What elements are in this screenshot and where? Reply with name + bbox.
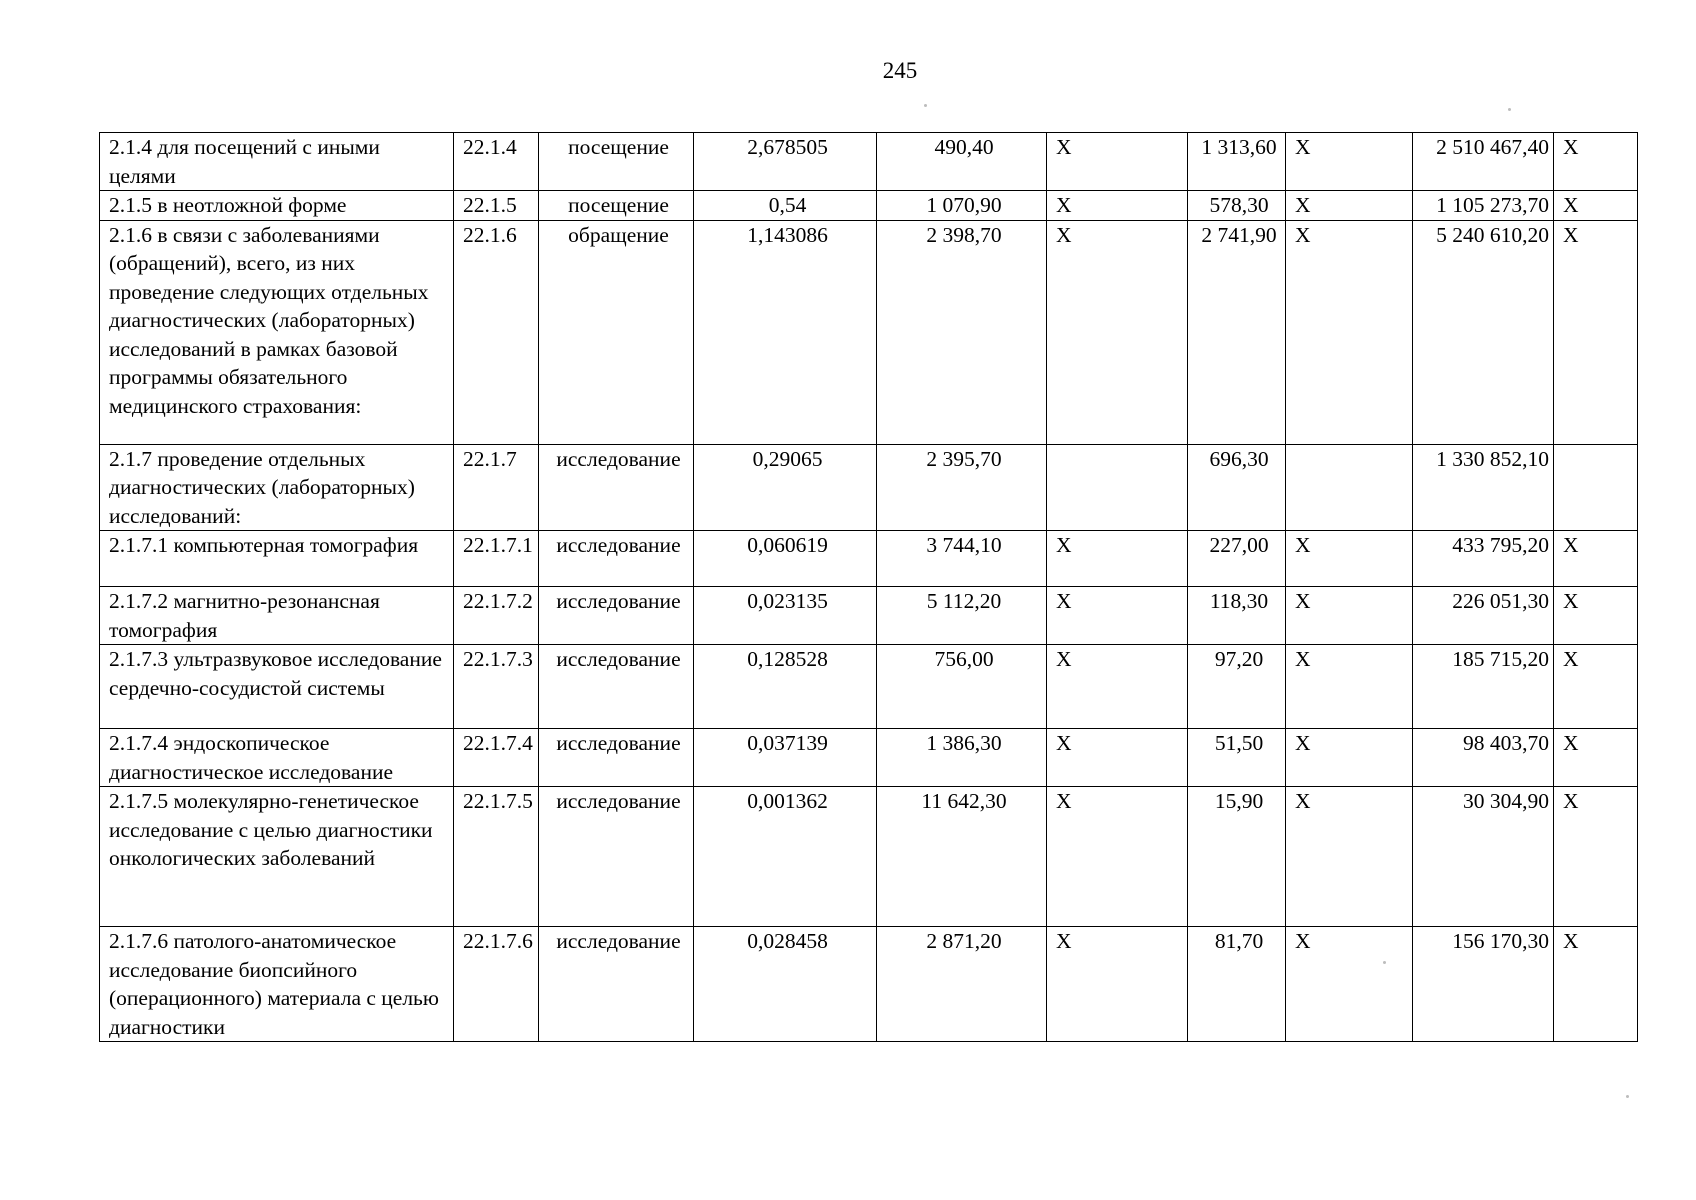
row-mark: X (1286, 587, 1413, 645)
scan-speck (1383, 961, 1386, 964)
row-cost: 3 744,10 (877, 531, 1047, 587)
row-unit: посещение (539, 133, 694, 191)
row-cost: 756,00 (877, 645, 1047, 729)
row-total: 2 510 467,40 (1413, 133, 1554, 191)
table-row (100, 645, 1638, 729)
row-norm: 0,128528 (694, 645, 877, 729)
row-mark: X (1047, 787, 1188, 927)
row-code: 22.1.7.1 (454, 531, 539, 587)
row-total: 5 240 610,20 (1413, 220, 1554, 444)
row-mark: X (1286, 645, 1413, 729)
row-unit: исследование (539, 531, 694, 587)
row-cost: 2 395,70 (877, 444, 1047, 531)
row-per-capita: 118,30 (1188, 587, 1286, 645)
row-unit: исследование (539, 729, 694, 787)
table-row (100, 133, 1638, 191)
row-code: 22.1.4 (454, 133, 539, 191)
table-row (100, 220, 1638, 444)
row-mark: X (1286, 927, 1413, 1042)
row-mark: X (1047, 220, 1188, 444)
row-mark: X (1554, 191, 1638, 221)
row-code: 22.1.7.5 (454, 787, 539, 927)
row-mark: X (1047, 729, 1188, 787)
table-row (100, 587, 1638, 645)
scan-speck (1626, 1095, 1629, 1098)
row-mark: X (1554, 531, 1638, 587)
table-row (100, 191, 1638, 221)
row-total: 226 051,30 (1413, 587, 1554, 645)
row-name: 2.1.7.5 молекулярно-генетическое исследование с целью диагностики онкологических заболеваний (100, 787, 454, 927)
row-norm: 1,143086 (694, 220, 877, 444)
row-total: 1 330 852,10 (1413, 444, 1554, 531)
row-cost: 2 398,70 (877, 220, 1047, 444)
table-row (100, 444, 1638, 531)
row-mark (1554, 444, 1638, 531)
row-code: 22.1.7 (454, 444, 539, 531)
row-name: 2.1.7.3 ультразвуковое исследование сердечно-сосудистой системы (100, 645, 454, 729)
row-mark: X (1554, 927, 1638, 1042)
table-row (100, 531, 1638, 587)
row-unit: исследование (539, 645, 694, 729)
table-row (100, 729, 1638, 787)
row-norm: 0,060619 (694, 531, 877, 587)
row-code: 22.1.7.6 (454, 927, 539, 1042)
row-total: 433 795,20 (1413, 531, 1554, 587)
row-mark: X (1047, 191, 1188, 221)
row-cost: 5 112,20 (877, 587, 1047, 645)
row-mark: X (1554, 587, 1638, 645)
row-per-capita: 696,30 (1188, 444, 1286, 531)
scan-speck (1508, 108, 1511, 111)
row-cost: 1 386,30 (877, 729, 1047, 787)
row-norm: 0,001362 (694, 787, 877, 927)
row-mark: X (1047, 645, 1188, 729)
row-norm: 0,037139 (694, 729, 877, 787)
table-body (100, 133, 1638, 1042)
row-name: 2.1.6 в связи с заболеваниями (обращений), всего, из них проведение следующих отдельных диагностических (лабораторных) исследований в рамках базовой программы обязательного медицинского страхования: (100, 220, 454, 444)
page-number: 245 (882, 58, 918, 83)
data-table (99, 132, 1638, 1042)
row-norm: 0,54 (694, 191, 877, 221)
row-unit: обращение (539, 220, 694, 444)
row-per-capita: 227,00 (1188, 531, 1286, 587)
row-cost: 1 070,90 (877, 191, 1047, 221)
row-cost: 490,40 (877, 133, 1047, 191)
row-mark: X (1554, 729, 1638, 787)
row-name: 2.1.4 для посещений с иными целями (100, 133, 454, 191)
row-cost: 2 871,20 (877, 927, 1047, 1042)
row-code: 22.1.7.4 (454, 729, 539, 787)
row-mark: X (1554, 645, 1638, 729)
row-mark: X (1047, 133, 1188, 191)
row-per-capita: 81,70 (1188, 927, 1286, 1042)
row-code: 22.1.7.2 (454, 587, 539, 645)
row-code: 22.1.5 (454, 191, 539, 221)
row-per-capita: 97,20 (1188, 645, 1286, 729)
row-total: 156 170,30 (1413, 927, 1554, 1042)
row-mark: X (1554, 220, 1638, 444)
row-mark: X (1286, 531, 1413, 587)
row-name: 2.1.7.4 эндоскопическое диагностическое исследование (100, 729, 454, 787)
row-mark (1286, 444, 1413, 531)
row-name: 2.1.7.1 компьютерная томография (100, 531, 454, 587)
row-mark (1047, 444, 1188, 531)
row-per-capita: 578,30 (1188, 191, 1286, 221)
row-name: 2.1.7.2 магнитно-резонансная томография (100, 587, 454, 645)
row-per-capita: 15,90 (1188, 787, 1286, 927)
row-unit: исследование (539, 444, 694, 531)
row-mark: X (1554, 787, 1638, 927)
row-code: 22.1.6 (454, 220, 539, 444)
row-per-capita: 1 313,60 (1188, 133, 1286, 191)
table-row (100, 787, 1638, 927)
row-norm: 0,023135 (694, 587, 877, 645)
row-cost: 11 642,30 (877, 787, 1047, 927)
row-unit: исследование (539, 927, 694, 1042)
row-total: 1 105 273,70 (1413, 191, 1554, 221)
row-per-capita: 51,50 (1188, 729, 1286, 787)
row-mark: X (1047, 531, 1188, 587)
row-total: 98 403,70 (1413, 729, 1554, 787)
row-mark: X (1047, 587, 1188, 645)
table-row (100, 927, 1638, 1042)
row-name: 2.1.7.6 патолого-анатомическое исследование биопсийного (операционного) материала с целью диагностики (100, 927, 454, 1042)
row-norm: 0,028458 (694, 927, 877, 1042)
row-unit: исследование (539, 787, 694, 927)
row-mark: X (1286, 787, 1413, 927)
row-total: 30 304,90 (1413, 787, 1554, 927)
row-mark: X (1286, 133, 1413, 191)
row-mark: X (1047, 927, 1188, 1042)
row-mark: X (1286, 220, 1413, 444)
row-norm: 2,678505 (694, 133, 877, 191)
row-norm: 0,29065 (694, 444, 877, 531)
row-name: 2.1.7 проведение отдельных диагностических (лабораторных) исследований: (100, 444, 454, 531)
row-unit: исследование (539, 587, 694, 645)
scan-speck (924, 104, 927, 107)
row-total: 185 715,20 (1413, 645, 1554, 729)
row-mark: X (1554, 133, 1638, 191)
row-mark: X (1286, 729, 1413, 787)
row-name: 2.1.5 в неотложной форме (100, 191, 454, 221)
row-mark: X (1286, 191, 1413, 221)
row-code: 22.1.7.3 (454, 645, 539, 729)
row-per-capita: 2 741,90 (1188, 220, 1286, 444)
row-unit: посещение (539, 191, 694, 221)
